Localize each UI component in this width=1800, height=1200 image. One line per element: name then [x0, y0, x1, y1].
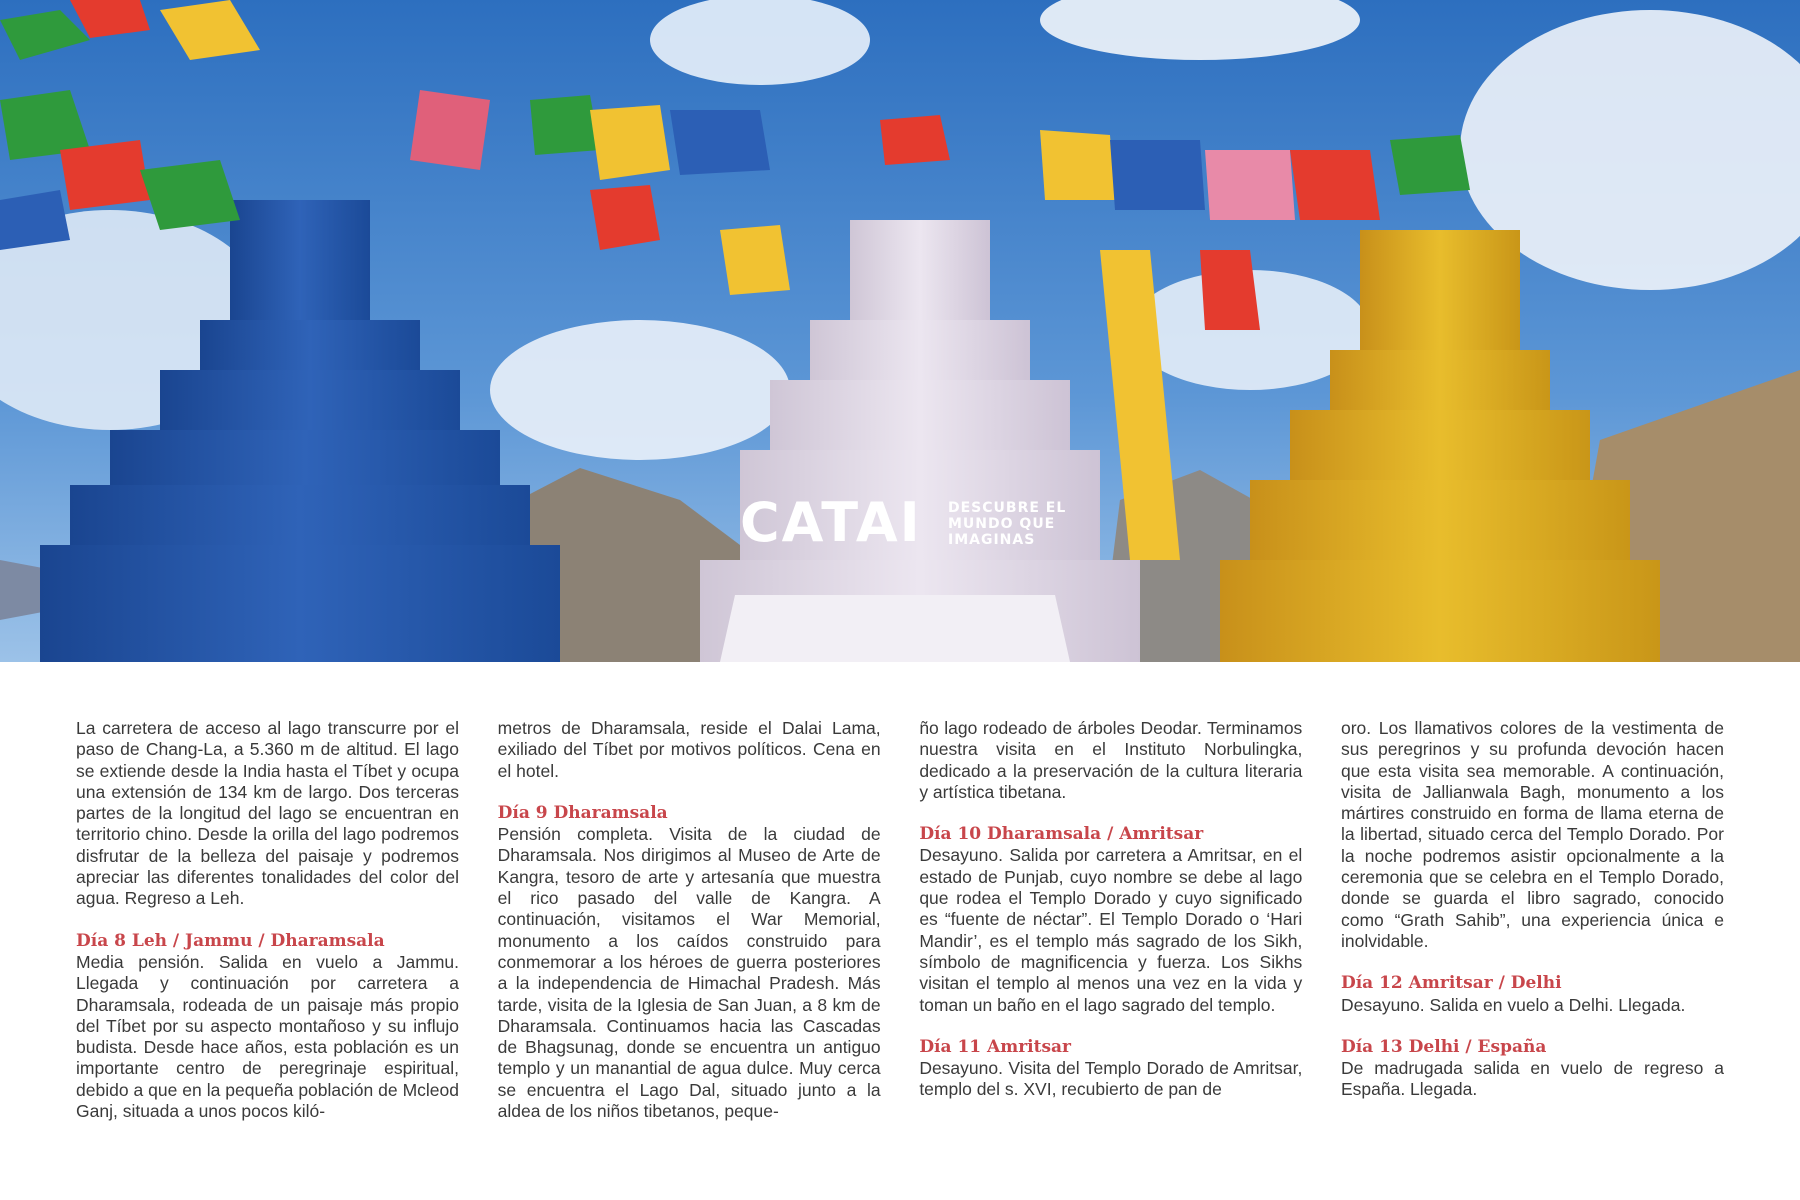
day-heading: Día 10 Dharamsala / Amritsar [919, 824, 1204, 845]
paragraph: La carretera de acceso al lago transcurre por el paso de Chang-La, a 5.360 m de altitud. El lago se extiende desde la India hasta el Tíbet y ocupa una extensión de 134 km de largo. Dos terceras partes de la longitud del lago se encuentran en territorio chino. Desde la orilla del lago podremos disfrutar de la belleza del paisaje y podremos apreciar las diferentes tonalidades del color del agua. Regreso a Leh. [76, 718, 459, 909]
itinerary-columns [76, 718, 1724, 1158]
day-heading: Día 9 Dharamsala [497, 802, 668, 823]
paragraph: metros de Dharamsala, reside el Dalai Lama, exiliado del Tíbet por motivos políticos. Cena en el hotel. [497, 718, 881, 781]
paragraph: Desayuno. Salida en vuelo a Delhi. Llegada. [1340, 994, 1686, 1015]
paragraph: Pensión completa. Visita de la ciudad de Dharamsala. Nos dirigimos al Museo de Arte de Kangra, tesoro de arte y artesanía que muestra el rico pasado del valle de Kangra. A continuación, visitamos el War Memorial, monumento a los caídos construido para conmemorar a los héroes de guerra posteriores a la independencia de Himachal Pradesh. Más tarde, visita de la Iglesia de San Juan, a 8 km de Dharamsala. Continuamos hacia las Cascadas de Bhagsunag, donde se encuentra un antiguo templo y un manantial de agua dulce. Muy cerca se encuentra el Lago Dal, situado junto a la aldea de los niños tibetanos, peque- [497, 824, 881, 1122]
day-heading: Día 8 Leh / Jammu / Dharamsala [76, 930, 385, 951]
paragraph: Desayuno. Visita del Templo Dorado de Amritsar, templo del s. XVI, recubierto de pan de [919, 1058, 1303, 1100]
text-column-3 [919, 718, 1302, 1158]
text-column-1 [76, 718, 459, 1158]
day-heading: Día 13 Delhi / España [1340, 1036, 1547, 1057]
text-column-2 [498, 718, 881, 1158]
paragraph: Media pensión. Salida en vuelo a Jammu. Llegada y continuación por carretera a Dharamsala, rodeada de un paisaje más propio del Tíbet por su aspecto montañoso y su influjo budista. Desde hace años, esta población es un importante centro de peregrinaje espiritual, debido a que en la pequeña población de Mcleod Ganj, situada a unos pocos kiló- [76, 951, 459, 1122]
logo-brand: CATAI [740, 491, 922, 554]
day-heading: Día 11 Amritsar [919, 1036, 1072, 1057]
paragraph: Desayuno. Salida por carretera a Amritsar, en el estado de Punjab, cuyo nombre se debe al lago que rodea el Templo Dorado y cuyo significado es “fuente de néctar”. El Templo Dorado o ‘Hari Mandir’, es el templo más sagrado de los Sikh, símbolo de magnificencia y fuerza. Los Sikhs visitan el templo al menos una vez en la vida y toman un baño en el lago sagrado del templo. [919, 845, 1303, 1015]
paragraph: De madrugada salida en vuelo de regreso a España. Llegada. [1340, 1058, 1724, 1100]
logo-tagline: DESCUBRE EL MUNDO QUE IMAGINAS [948, 500, 1067, 548]
day-heading: Día 12 Amritsar / Delhi [1340, 973, 1562, 994]
paragraph: oro. Los llamativos colores de la vestimenta de sus peregrinos y su profunda devoción hacen que esta visita sea memorable. A continuación, visita de Jallianwala Bagh, monumento a los mártires construido en forma de llama eterna de la libertad, situado cerca del Templo Dorado. Por la noche podremos asistir opcionalmente a la ceremonia que se celebra en el Templo Dorado, donde se guarda el libro sagrado, conocido como “Grath Sahib”, una experiencia única e inolvidable. [1340, 718, 1724, 951]
catai-logo [740, 491, 1067, 554]
paragraph: ño lago rodeado de árboles Deodar. Terminamos nuestra visita en el Instituto Norbulingka, dedicado a la preservación de la cultura literaria y artística tibetana. [919, 718, 1303, 802]
text-column-4 [1341, 718, 1724, 1158]
